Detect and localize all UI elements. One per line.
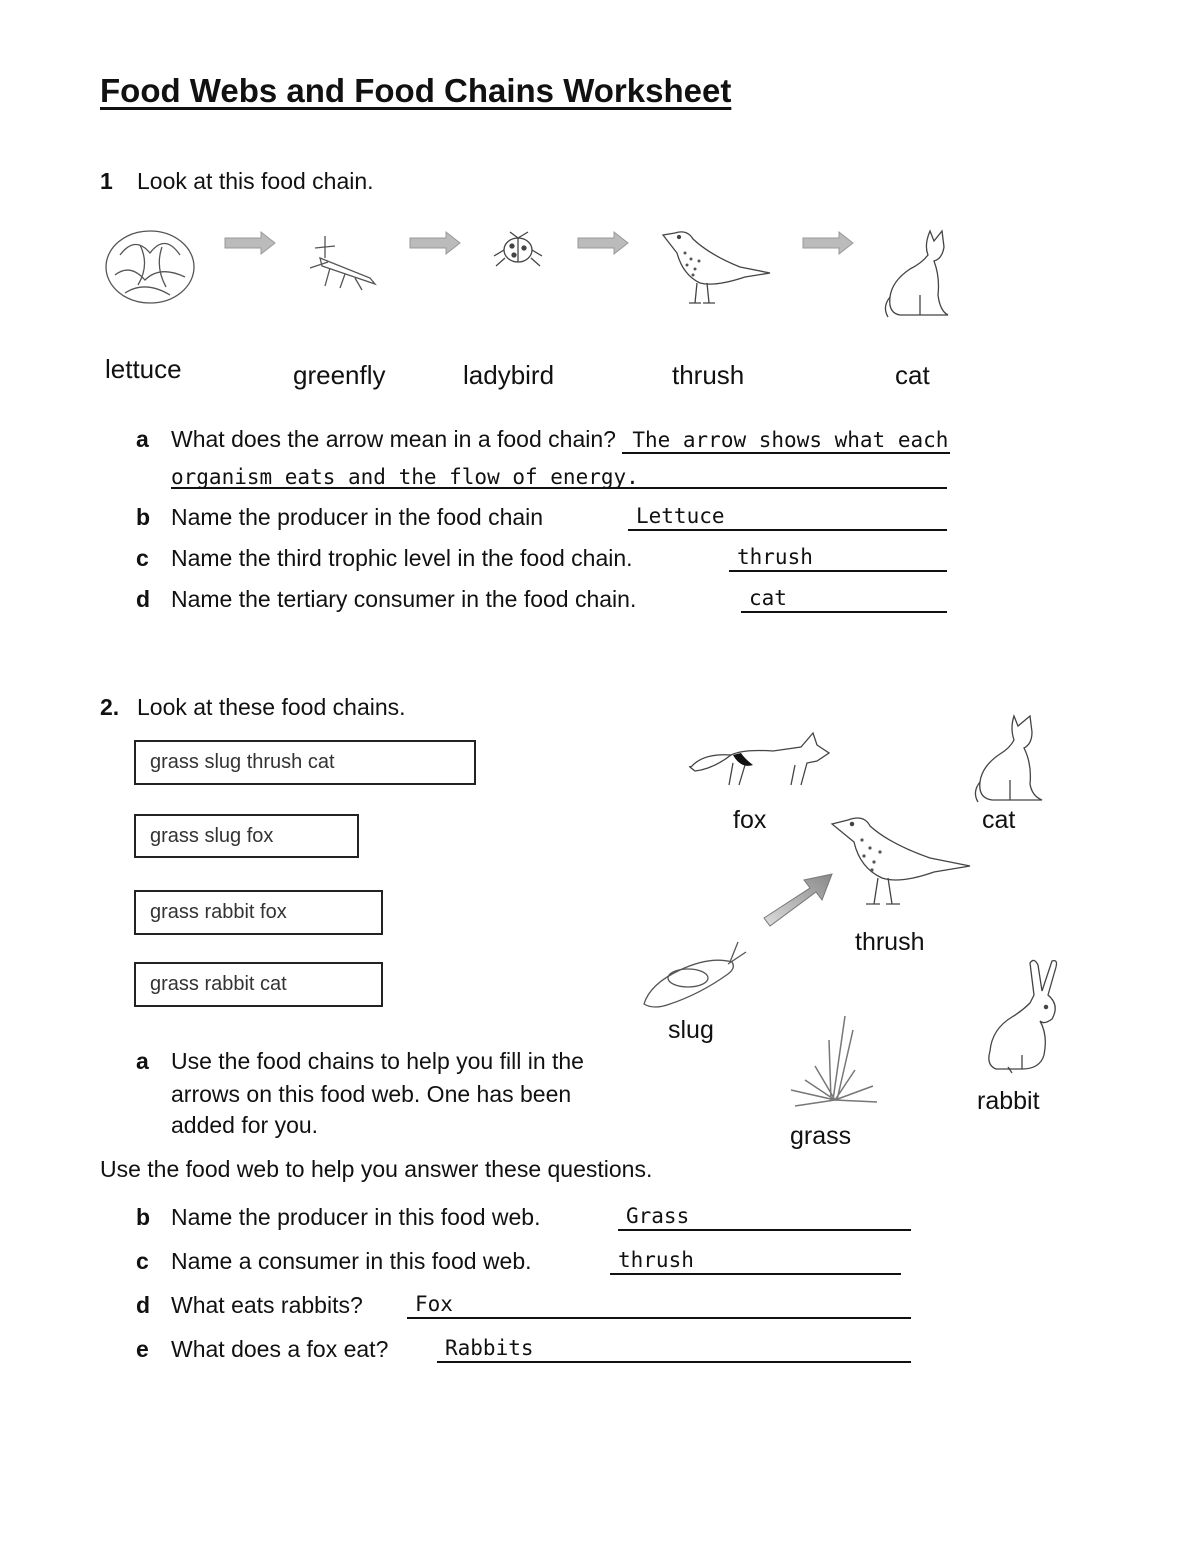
q2-prompt: Look at these food chains. <box>137 694 406 720</box>
q2d-letter: d <box>136 1292 151 1318</box>
label-cat: cat <box>895 360 930 390</box>
q1a-question: What does the arrow mean in a food chain? The arrow shows what each <box>171 426 949 452</box>
q2e-answer-field[interactable] <box>437 1336 911 1363</box>
page-title: Food Webs and Food Chains Worksheet <box>100 72 732 109</box>
q1a-answer-line1[interactable]: The arrow shows what each <box>622 428 950 454</box>
web-label-slug: slug <box>668 1016 714 1044</box>
cat-image <box>880 225 955 320</box>
web-label-rabbit: rabbit <box>977 1087 1040 1115</box>
q1c-question: Name the third trophic level in the food chain. <box>171 545 633 571</box>
grass-image <box>785 1010 880 1110</box>
chain-box-3: grass rabbit fox <box>134 890 383 935</box>
q2d-question: What eats rabbits? <box>171 1292 363 1318</box>
q1b-letter: b <box>136 504 151 530</box>
q2c-answer: thrush <box>618 1248 694 1272</box>
q2b-letter: b <box>136 1204 151 1230</box>
rabbit-image <box>982 955 1062 1075</box>
q2b-answer: Grass <box>626 1204 690 1228</box>
q2e-question: What does a fox eat? <box>171 1336 389 1362</box>
web-cat-image <box>970 710 1050 805</box>
q1c-letter: c <box>136 545 149 571</box>
web-thrush-image <box>830 810 975 910</box>
q1d-answer: cat <box>749 586 787 610</box>
fox-image <box>683 725 833 790</box>
q1c-answer: thrush <box>737 545 813 569</box>
label-ladybird: ladybird <box>463 360 555 390</box>
q1b-answer-field[interactable] <box>628 504 947 531</box>
q2c-letter: c <box>136 1248 149 1274</box>
q2e-letter: e <box>136 1336 149 1362</box>
q2a-line3: added for you. <box>171 1112 319 1138</box>
arrow-4-icon <box>803 232 853 254</box>
q2a-line2: arrows on this food web. One has been <box>171 1081 572 1107</box>
slug-image <box>640 938 752 1013</box>
web-label-grass: grass <box>790 1122 852 1150</box>
web-label-cat: cat <box>982 806 1016 834</box>
q2a-line1: Use the food chains to help you fill in the <box>171 1048 584 1074</box>
q2b-question: Name the producer in this food web. <box>171 1204 541 1230</box>
q1a-answer-line2: organism eats and the flow of energy. <box>171 465 639 489</box>
thrush-image <box>655 225 775 310</box>
q2-number: 2. <box>100 694 120 720</box>
q1a-letter: a <box>136 426 149 452</box>
q1-prompt: Look at this food chain. <box>137 168 374 194</box>
chain-box-2: grass slug fox <box>134 814 359 858</box>
arrow-1-icon <box>225 232 275 254</box>
web-label-fox: fox <box>733 806 767 834</box>
q1a-answer-line2-field[interactable] <box>171 463 947 489</box>
arrow-2-icon <box>410 232 460 254</box>
chain-box-1: grass slug thrush cat <box>134 740 476 785</box>
q1-number: 1 <box>100 168 113 194</box>
q1d-question: Name the tertiary consumer in the food chain. <box>171 586 637 612</box>
arrow-3-icon <box>578 232 628 254</box>
q1b-question: Name the producer in the food chain <box>171 504 544 530</box>
q2-instruction: Use the food web to help you answer these questions. <box>100 1156 653 1182</box>
q1b-answer: Lettuce <box>636 504 725 528</box>
q2a-letter: a <box>136 1048 149 1074</box>
q1d-answer-field[interactable] <box>741 586 947 613</box>
web-label-thrush: thrush <box>855 928 925 956</box>
q2d-answer-field[interactable] <box>407 1292 911 1319</box>
q2c-answer-field[interactable] <box>610 1248 901 1275</box>
q2e-answer: Rabbits <box>445 1336 534 1360</box>
q2c-question: Name a consumer in this food web. <box>171 1248 532 1274</box>
q1d-letter: d <box>136 586 151 612</box>
label-greenfly: greenfly <box>293 360 386 390</box>
q2b-answer-field[interactable] <box>618 1204 911 1231</box>
label-thrush: thrush <box>672 360 745 390</box>
ladybird-image <box>488 228 548 273</box>
lettuce-image <box>100 225 200 310</box>
web-arrow-icon <box>760 870 835 930</box>
greenfly-image <box>300 228 385 293</box>
q2d-answer: Fox <box>415 1292 453 1316</box>
q1c-answer-field[interactable] <box>729 545 947 572</box>
label-lettuce: lettuce <box>105 354 182 384</box>
chain-box-4: grass rabbit cat <box>134 962 383 1007</box>
